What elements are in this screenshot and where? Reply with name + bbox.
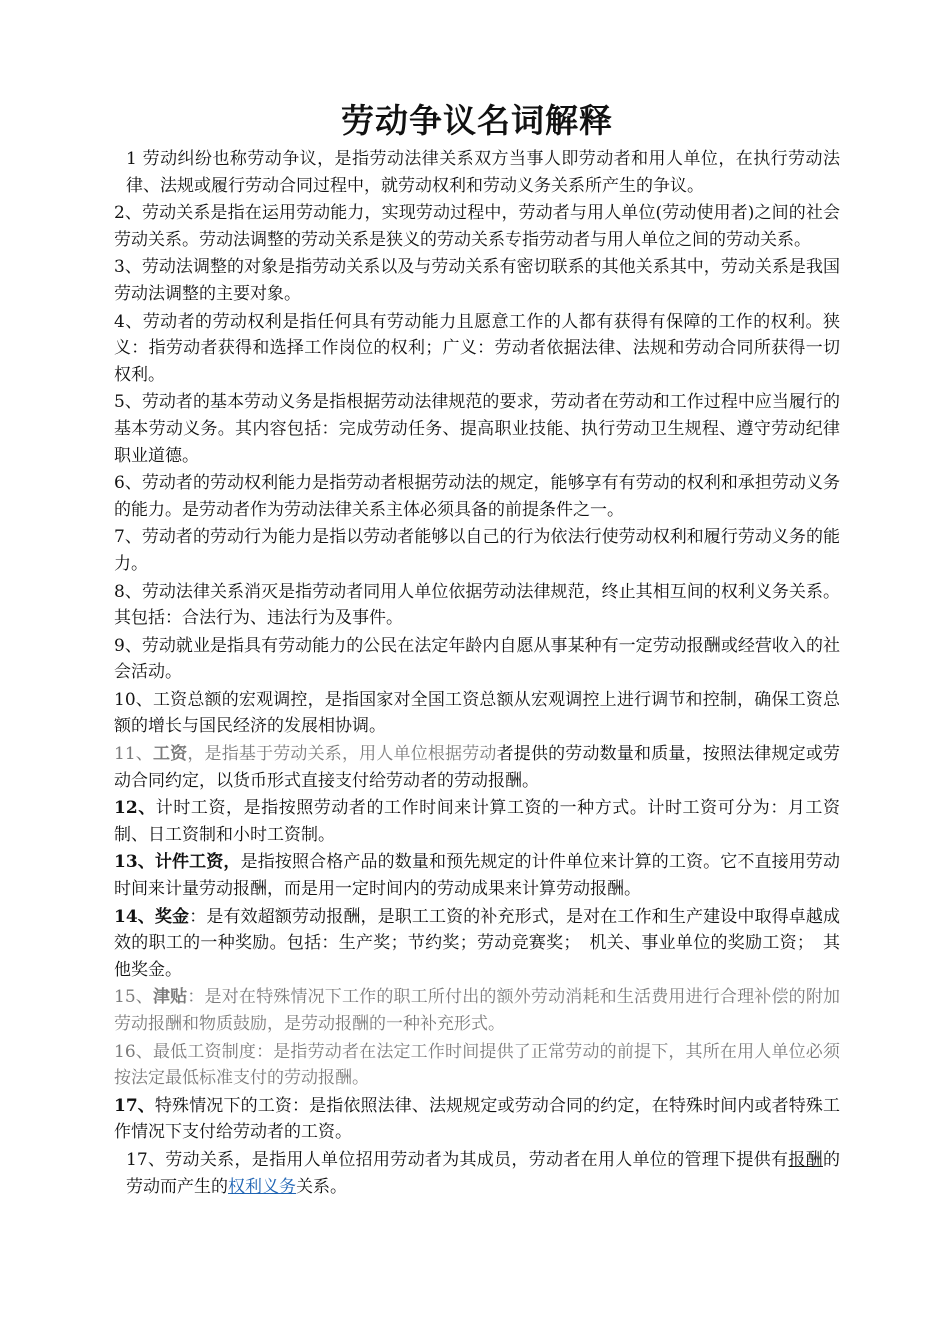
- paragraph-17a-text: 特殊情况下的工资：是指依照法律、法规规定或劳动合同的约定，在特殊时间内或者特殊工作情况下支付给劳动者的工资。: [114, 1095, 840, 1143]
- paragraph-14-term: 14、奖金: [114, 906, 190, 927]
- paragraph-15-term: 津贴: [153, 987, 188, 1008]
- paragraph-9: 9、劳动就业是指具有劳动能力的公民在法定年龄内自愿从事某种有一定劳动报酬或经营收入的社会活动。: [114, 635, 840, 683]
- paragraph-2: 2、劳动关系是指在运用劳动能力，实现劳动过程中，劳动者与用人单位(劳动使用者)之间的社会劳动关系。劳动法调整的劳动关系是狭义的劳动关系专指劳动者与用人单位之间的劳动关系。: [114, 203, 840, 250]
- paragraph-13-text: 是指按照合格产品的数量和预先规定的计件单位来计算的工资。它不直接用劳动时间来计量劳动报酬，而是用一定时间内的劳动成果来计算劳动报酬。: [114, 852, 840, 900]
- paragraph-15: [114, 984, 840, 1037]
- paragraph-10: 10、工资总额的宏观调控，是指国家对全国工资总额从宏观调控上进行调节和控制，确保工资总额的增长与国民经济的发展相协调。: [114, 689, 840, 737]
- paragraph-14-text: ：是有效超额劳动报酬，是职工工资的补充形式，是对在工作和生产建设中取得卓越成效的职工的一种奖励。包括：生产奖；节约奖；劳动竞赛奖； 机关、事业单位的奖励工资； 其他奖金。: [114, 906, 840, 980]
- paragraph-13: [114, 849, 840, 902]
- paragraph-17b-underlined-term: 报酬: [788, 1149, 823, 1170]
- paragraph-17a: [114, 1093, 840, 1146]
- paragraph-11-number: 11、: [114, 744, 153, 765]
- paragraph-12-number: 12、: [114, 798, 156, 819]
- paragraph-11-grey-text: ，是指基于劳动关系，用人单位根据劳动: [187, 744, 497, 765]
- paragraph-4: 4、劳动者的劳动权利是指任何具有劳动能力且愿意工作的人都有获得有保障的工作的权利。狭义：指劳动者获得和选择工作岗位的权利；广义：劳动者依据法律、法规和劳动合同所获得一切权利。: [114, 311, 840, 385]
- paragraph-17b-text-end: 关系。: [296, 1176, 347, 1197]
- paragraph-11: [114, 741, 840, 794]
- paragraph-12: [114, 795, 840, 848]
- page-title: 劳动争议名词解释: [341, 101, 613, 140]
- paragraph-17b-text-middle: 的劳动而产生的: [126, 1149, 840, 1197]
- paragraph-17b: [114, 1147, 840, 1200]
- paragraph-12-text: 计时工资，是指按照劳动者的工作时间来计算工资的一种方式。计时工资可分为：月工资制、日工资制和小时工资制。: [114, 798, 840, 845]
- paragraph-11-term: 工资: [153, 744, 188, 765]
- paragraph-14: [114, 904, 840, 984]
- paragraph-5: 5、劳动者的基本劳动义务是指根据劳动法律规范的要求，劳动者在劳动和工作过程中应当履行的基本劳动义务。其内容包括：完成劳动任务、提高职业技能、执行劳动卫生规程、遵守劳动纪律职业道德。: [114, 392, 840, 466]
- rights-obligations-link[interactable]: 权利义务: [228, 1176, 296, 1197]
- paragraph-11-text: 者提供的劳动数量和质量，按照法律规定或劳动合同约定，以货币形式直接支付给劳动者的劳动报酬。: [114, 744, 841, 791]
- paragraph-8: 8、劳动法律关系消灭是指劳动者同用人单位依据劳动法律规范，终止其相互间的权利义务关系。其包括：合法行为、违法行为及事件。: [114, 581, 840, 629]
- paragraph-15-text: ：是对在特殊情况下工作的职工所付出的额外劳动消耗和生活费用进行合理补偿的附加劳动报酬和物质鼓励，是劳动报酬的一种补充形式。: [114, 987, 840, 1034]
- paragraph-15-number: 15、: [114, 987, 153, 1008]
- paragraph-17b-text-start: 17、劳动关系，是指用人单位招用劳动者为其成员，劳动者在用人单位的管理下提供有: [126, 1149, 789, 1170]
- paragraph-1: 1 劳动纠纷也称劳动争议，是指劳动法律关系双方当事人即劳动者和用人单位，在执行劳动法律、法规或履行劳动合同过程中，就劳动权利和劳动义务关系所产生的争议。: [126, 149, 840, 196]
- paragraph-16: 16、最低工资制度：是指劳动者在法定工作时间提供了正常劳动的前提下，其所在用人单位必须按法定最低标准支付的劳动报酬。: [114, 1041, 840, 1089]
- paragraph-6: 6、劳动者的劳动权利能力是指劳动者根据劳动法的规定，能够享有有劳动的权利和承担劳动义务的能力。是劳动者作为劳动法律关系主体必须具备的前提条件之一。: [114, 473, 840, 520]
- paragraph-13-term: 13、计件工资，: [114, 852, 241, 873]
- paragraph-17a-number: 17、: [114, 1095, 155, 1116]
- paragraph-3: 3、劳动法调整的对象是指劳动关系以及与劳动关系有密切联系的其他关系其中，劳动关系是我国劳动法调整的主要对象。: [114, 257, 840, 304]
- paragraph-7: 7、劳动者的劳动行为能力是指以劳动者能够以自己的行为依法行使劳动权利和履行劳动义务的能力。: [114, 527, 840, 574]
